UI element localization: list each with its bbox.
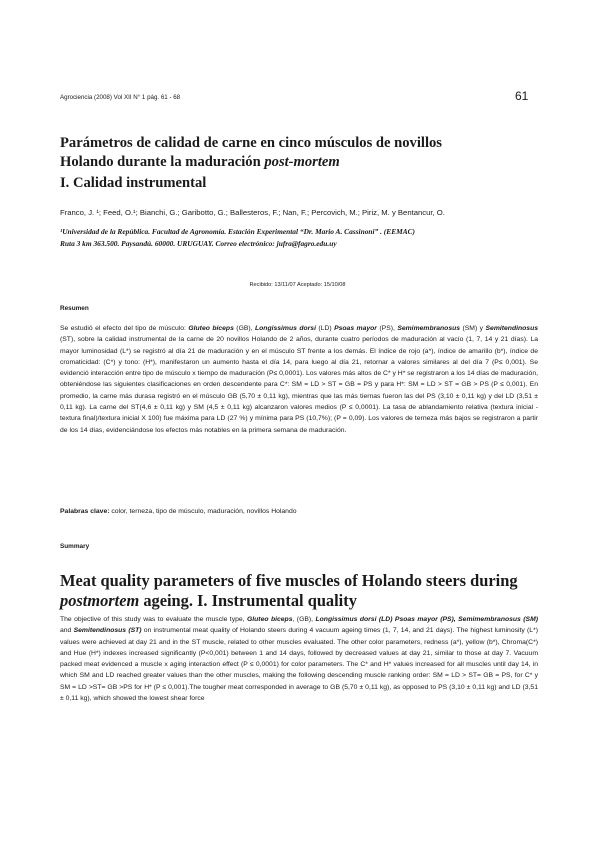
title-line-2-text: Holando durante la maduración xyxy=(60,154,265,170)
resumen-text: (LD) xyxy=(315,325,335,332)
title-line-3: I. Calidad instrumental xyxy=(60,175,207,191)
english-title-italic: postmortem xyxy=(60,591,140,610)
resumen-text: Se estudió el efecto del tipo de músculo: xyxy=(60,325,189,332)
summary-text: and xyxy=(60,627,74,635)
affiliation xyxy=(60,226,535,250)
species-name: Gluteo biceps xyxy=(188,325,234,332)
species-name: Longissimus dorsi xyxy=(254,325,316,332)
resumen-body xyxy=(60,323,538,436)
keywords-text: color, terneza, tipo de músculo, maduración, novillos Holando xyxy=(109,508,297,515)
resumen-text: (GB), xyxy=(233,325,255,332)
title-line-2 xyxy=(60,153,340,172)
english-title-line-1: Meat quality parameters of five muscles of Holando steers during xyxy=(60,571,518,590)
affiliation-line-2: Ruta 3 km 363.500. Paysandú. 60000. URUGUAY. Correo electrónico: jufra@fagro.edu.uy xyxy=(60,239,337,248)
journal-header: Agrociencia (2008) Vol XII N° 1 pág. 61 - 68 xyxy=(60,94,181,101)
title-line-1: Parámetros de calidad de carne en cinco músculos de novillos xyxy=(60,135,442,151)
title-line-2-italic: post-mortem xyxy=(264,154,340,170)
summary-text: The objective of this study was to evaluate the muscle type, xyxy=(60,616,247,623)
authors: Franco, J. ¹; Feed, O.¹; Bianchi, G.; Garibotto, G.; Ballesteros, F.; Nan, F.; Percovich, M.; Piriz, M. y Bentancur, O. xyxy=(60,208,445,217)
resumen-text: (SM) y xyxy=(460,325,486,332)
keywords-label: Palabras clave: xyxy=(60,508,110,515)
english-title-line-2 xyxy=(60,590,357,611)
received-accepted-dates: Recibido: 13/11/07 Aceptado: 15/10/08 xyxy=(249,282,346,288)
resumen-text: (PS), xyxy=(376,325,398,332)
species-name: Semimembranosus xyxy=(397,325,461,332)
resumen-heading: Resumen xyxy=(60,305,89,312)
summary-body xyxy=(60,614,538,704)
species-name: Psoas mayor xyxy=(334,325,377,332)
page-number: 61 xyxy=(515,89,529,103)
species-name: Gluteo biceps xyxy=(246,616,293,623)
affiliation-line-1: ¹Universidad de la República. Facultad de Agronomía. Estación Experimental “Dr. Mario A. Cassinoni” . (EEMAC) xyxy=(60,227,416,236)
keywords xyxy=(60,508,297,515)
resumen-text: (ST), sobre la calidad instrumental de la carne de 20 novillos Holando de 2 años, durante cuatro períodos de maduración al vacío (1, 7, 14 y 21 días). La mayor luminosidad (L*) se registró al día 21 de maduración y en el músculo ST frente a los demás. El índice de rojo (a*), índice de amarillo (b*), índice de cromaticidad: (C*) y tono: (H*), manifestaron un aumento hasta el día 14, para luego al día 21, retornar a valores similares al del día 7 (P≤ 0,001). Se evidenció interacción entre tipo de músculo x tiempo de maduración (P≤ 0,0001). Los valores más altos de C* y H* se registraron a los 14 días de maduración, obteniéndose las siguientes clasificaciones en orden descendente para C*: SM = LD > ST = GB = PS y para H*: SM = LD > ST = GB > PS (P ≤ 0,001). En promedio, la carne más durasa registró en el músculo GB (5,70 ± 0,11 kg), mientras que las más tiernas fueron las del PS (3,10 ± 0,11 kg) y del LD (3,51 ± 0,11 kg). La carne del ST(4,6 ± 0,11 kg) y SM (4,5 ± 0,11 kg) alcanzaron valores medios (P ≤ 0,0001). La tasa de ablandamiento relativa (textura inicial - textura final)/textura inicial X 100) fue máxima para LD (27 %) y mínima para PS (10,7%); (P = 0,09). Los valores de terneza más bajos se registraron a partir de los 14 días, evidenciándose los efectos más notables en la primera semana de maduración. xyxy=(60,336,538,434)
species-name: Semitendinosus (ST) xyxy=(73,627,142,635)
summary-text: on instrumental meat quality of Holando steers during 4 vacuum ageing times (1, 7, 14, and 21 days). The highest luminosity (L*) values were achieved at day 21 and in the ST muscle, related to other muscles evaluated. The other color parameters, redness (a*), yellow (b*), Chroma(C*) and Hue (H*) indexes increased significantly (P<0,001) between 1 and 14 days, followed by decreased values at day 21, similar to those at day 7. Vacuum packed meat evidenced a muscle x aging interaction effect (P ≤ 0,0001) for color parameters. The C* and H* values increased for all muscles until day 14, in which SM and LD reached greater values than the other muscles, making the following descending muscle ranking order: SM = LD > ST= GB = PS, for C* y SM = LD >ST= GB >PS for H* (P ≤ 0,001).The tougher meat corresponded in average to GB (5,70 ± 0,11 kg), as opposed to PS (3,10 ± 0,11 kg) and LD (3,51 ± 0,11 kg), which showed the lowest shear force xyxy=(60,627,538,703)
species-name: Semitendinosus xyxy=(485,325,538,332)
summary-heading: Summary xyxy=(60,543,90,550)
species-name: Longissimus dorsi (LD) Psoas mayor (PS), Semimembranosus (SM) xyxy=(315,616,538,623)
summary-text: , (GB), xyxy=(292,616,316,623)
english-title-text: ageing. I. Instrumental quality xyxy=(139,591,357,610)
